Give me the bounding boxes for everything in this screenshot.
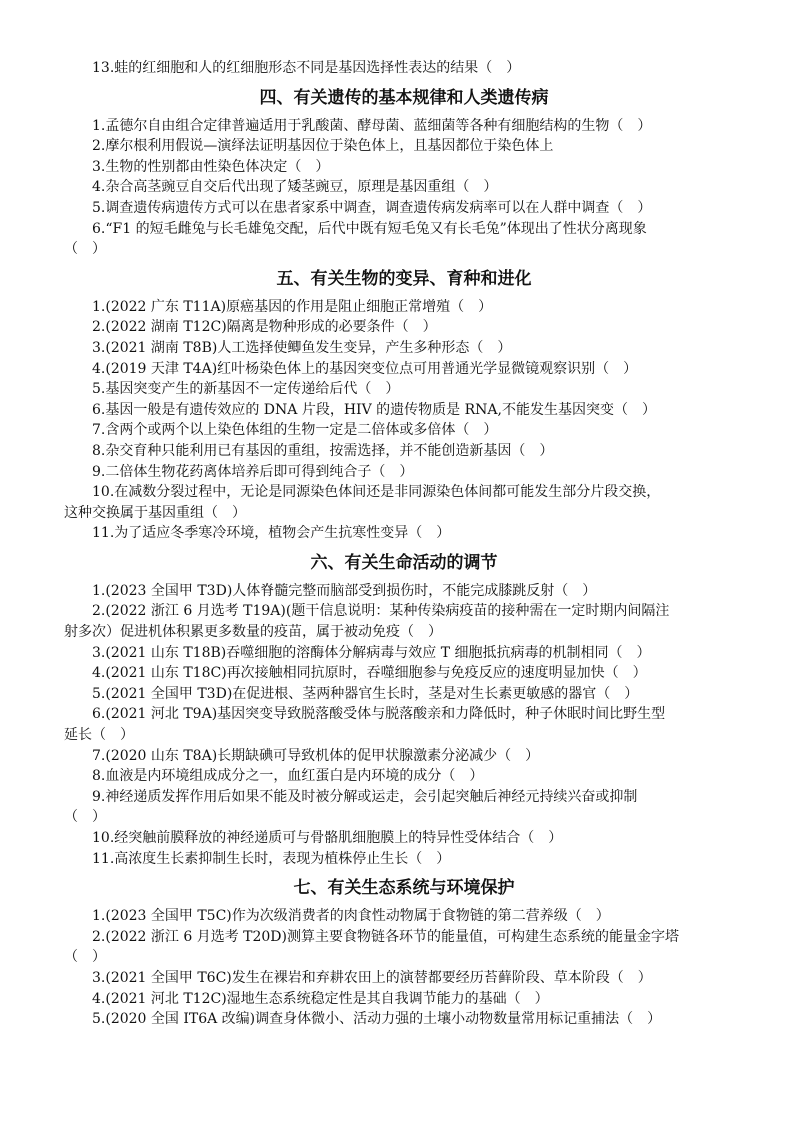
question-item: 7.含两个或两个以上染色体组的生物一定是二倍体或多倍体（ ） — [92, 422, 498, 439]
question-item: 8.杂交育种只能利用已有基因的重组，按需选择，并不能创造新基因（ ） — [92, 442, 554, 459]
question-item: 4.杂合高茎豌豆自交后代出现了矮茎豌豆，原理是基因重组（ ） — [92, 179, 498, 196]
question-item: 13.蛙的红细胞和人的红细胞形态不同是基因选择性表达的结果（ ） — [92, 60, 521, 76]
question-item: 1.(2023 全国甲 T5C)作为次级消费者的肉食性动物属于食物链的第二营养级（ ） — [92, 908, 610, 925]
question-item: 11.为了适应冬季寒冷环境，植物会产生抗寒性变异（ ） — [92, 525, 451, 542]
question-continuation: （ ） — [64, 241, 106, 258]
question-item: 10.在减数分裂过程中，无论是同源染色体间还是非同源染色体间都可能发生部分片段交换， — [92, 484, 661, 501]
section-heading: 七、有关生态系统与环境保护 — [293, 878, 515, 899]
question-item: 2.(2022 浙江 6 月选考 T20D)测算主要食物链各环节的能量值，可构建生态系统的能量金字塔 — [92, 928, 679, 945]
question-item: 2.(2022 湖南 T12C)隔离是物种形成的必要条件（ ） — [92, 319, 437, 336]
question-continuation: 这种交换属于基因重组（ ） — [64, 504, 246, 521]
question-continuation: （ ） — [64, 809, 106, 826]
question-item: 7.(2020 山东 T8A)长期缺碘可导致机体的促甲状腺激素分泌减少（ ） — [92, 747, 540, 764]
question-item: 3.生物的性别都由性染色体决定（ ） — [92, 158, 330, 175]
question-item: 5.调查遗传病遗传方式可以在患者家系中调查，调查遗传病发病率可以在人群中调查（ ） — [92, 199, 652, 216]
question-item: 3.(2021 山东 T18B)吞噬细胞的溶酶体分解病毒与效应 T 细胞抵抗病毒的机制相同（ ） — [92, 644, 651, 661]
question-item: 4.(2021 山东 T18C)再次接触相同抗原时，吞噬细胞参与免疫反应的速度明显加快（ ） — [92, 665, 647, 682]
question-item: 5.(2020 全国 IT6A 改编)调查身体微小、活动力强的土壤小动物数量常用标记重捕法（ ） — [92, 1011, 662, 1028]
question-item: 5.(2021 全国甲 T3D)在促进根、茎两种器官生长时，茎是对生长素更敏感的器官（ ） — [92, 685, 639, 702]
question-item: 10.经突触前膜释放的神经递质可与骨骼肌细胞膜上的特异性受体结合（ ） — [92, 830, 563, 846]
question-item: 4.(2019 天津 T4A)红叶杨染色体上的基因突变位点可用普通光学显微镜观察识别（ ） — [92, 360, 638, 377]
question-item: 6.基因一般是有遗传效应的 DNA 片段，HIV 的遗传物质是 RNA,不能发生基因突变（ ） — [92, 401, 656, 418]
question-continuation: 延长（ ） — [64, 727, 134, 744]
question-item: 11.高浓度生长素抑制生长时，表现为植株停止生长（ ） — [92, 850, 451, 867]
question-item: 4.(2021 河北 T12C)湿地生态系统稳定性是其自我调节能力的基础（ ） — [92, 990, 549, 1007]
question-continuation: （ ） — [64, 949, 106, 966]
question-item: 1.(2023 全国甲 T3D)人体脊髓完整而脑部受到损伤时，不能完成膝跳反射（ ） — [92, 582, 597, 599]
section-heading: 六、有关生命活动的调节 — [310, 552, 498, 573]
question-item: 2.摩尔根利用假说—演绎法证明基因位于染色体上，且基因都位于染色体上 — [92, 138, 554, 155]
question-item: 3.(2021 全国甲 T6C)发生在裸岩和弃耕农田上的演替都要经历苔藓阶段、草本阶段（ ） — [92, 969, 652, 986]
section-heading: 四、有关遗传的基本规律和人类遗传病 — [259, 87, 549, 108]
question-item: 5.基因突变产生的新基因不一定传递给后代（ ） — [92, 381, 400, 398]
question-item: 6.“F1 的短毛雌兔与长毛雄兔交配，后代中既有短毛兔又有长毛兔”体现出了性状分离现象 — [92, 220, 647, 237]
question-item: 1.孟德尔自由组合定律普遍适用于乳酸菌、酵母菌、蓝细菌等各种有细胞结构的生物（ ） — [92, 117, 652, 134]
section-heading: 五、有关生物的变异、育种和进化 — [276, 268, 532, 289]
question-item: 6.(2021 河北 T9A)基因突变导致脱落酸受体与脱落酸亲和力降低时，种子休眠时间比野生型 — [92, 706, 666, 723]
question-item: 1.(2022 广东 T11A)原癌基因的作用是阻止细胞正常增殖（ ） — [92, 298, 493, 315]
question-continuation: 射多次）促进机体积累更多数量的疫苗，属于被动免疫（ ） — [64, 624, 442, 641]
question-item: 9.二倍体生物花药离体培养后即可得到纯合子（ ） — [92, 463, 414, 480]
question-item: 8.血液是内环境组成成分之一，血红蛋白是内环境的成分（ ） — [92, 768, 484, 785]
question-item: 3.(2021 湖南 T8B)人工选择使鲫鱼发生变异，产生多种形态（ ） — [92, 339, 512, 356]
question-item: 2.(2022 浙江 6 月选考 T19A)(题干信息说明：某种传染病疫苗的接种需在一定时期内间隔注 — [92, 603, 670, 620]
question-item: 9.神经递质发挥作用后如果不能及时被分解或运走，会引起突触后神经元持续兴奋或抑制 — [92, 788, 638, 805]
document-body — [64, 58, 744, 1030]
